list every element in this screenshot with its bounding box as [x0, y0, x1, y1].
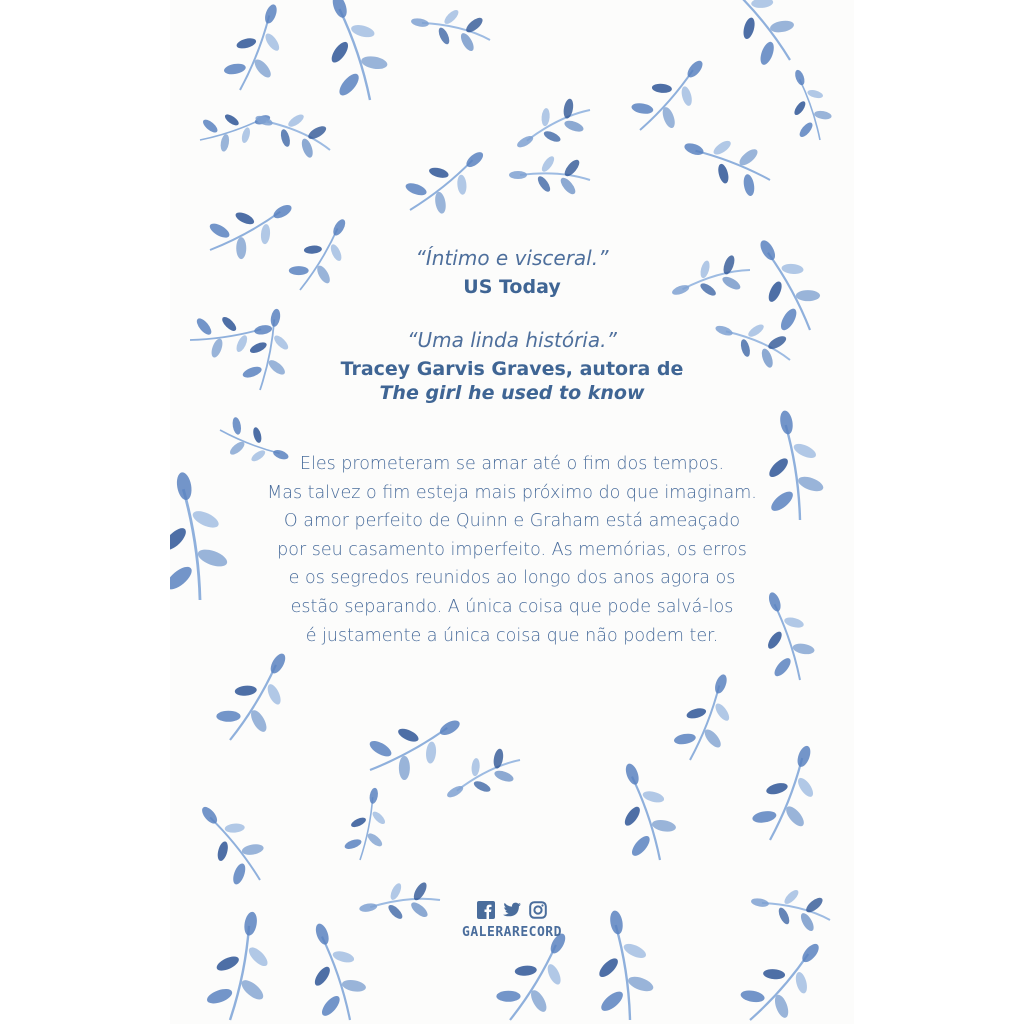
synopsis-line: e os segredos reunidos ao longo dos anos agora os: [288, 568, 736, 589]
leaf-sprig: [730, 925, 837, 1024]
leaf-sprig: [601, 755, 687, 869]
leaf-sprig: [777, 64, 840, 147]
quote-author: Tracey Garvis Graves, autora de: [340, 358, 684, 380]
leaf-sprig: [357, 697, 472, 795]
leaf-sprig: [182, 793, 279, 896]
quote-us-today: [170, 246, 854, 298]
leaf-sprig: [745, 736, 831, 850]
quote-text: “Íntimo e visceral.”: [415, 246, 609, 270]
leaf-sprig: [305, 0, 399, 110]
synopsis-line: estão separando. A única coisa que pode salvá-los: [290, 596, 734, 617]
leaf-sprig: [667, 665, 745, 769]
leaf-sprig: [193, 97, 276, 160]
leaf-sprig: [207, 639, 305, 754]
synopsis-line: Mas talvez o fim esteja mais próximo do que imaginam.: [267, 482, 757, 503]
instagram-icon: [529, 901, 547, 919]
leaf-sprig: [407, 1, 494, 57]
quote-tracey-garvis-graves: [170, 328, 854, 404]
facebook-icon: [477, 901, 495, 919]
publisher-social: [170, 901, 854, 940]
synopsis-line: Eles prometeram se amar até o fim dos tempos.: [299, 454, 725, 474]
leaf-sprig: [217, 0, 295, 99]
quote-work-title: The girl he used to know: [379, 382, 645, 404]
leaf-sprig: [509, 154, 590, 196]
leaf-sprig: [622, 44, 719, 147]
quote-text: “Uma linda história.”: [407, 328, 617, 352]
quote-author: US Today: [463, 276, 561, 298]
twitter-icon: [501, 901, 523, 919]
synopsis-line: por seu casamento imperfeito. As memórias, os erros: [277, 539, 747, 560]
leaf-sprig: [395, 132, 498, 229]
social-icons: [170, 901, 854, 919]
book-synopsis: [170, 450, 854, 650]
leaf-sprig: [248, 98, 339, 165]
leaf-sprig: [507, 88, 598, 165]
leaf-sprig: [675, 124, 779, 202]
publisher-handle: GALERARECORD: [462, 925, 562, 940]
synopsis-line: O amor perfeito de Quinn e Graham está ameaçado: [283, 511, 741, 532]
leaf-sprig: [705, 0, 812, 77]
book-back-cover: [170, 0, 854, 1024]
leaf-sprig: [341, 784, 393, 863]
synopsis-line: é justamente a única coisa que não podem ter.: [305, 625, 719, 646]
leaf-sprig: [437, 738, 528, 815]
